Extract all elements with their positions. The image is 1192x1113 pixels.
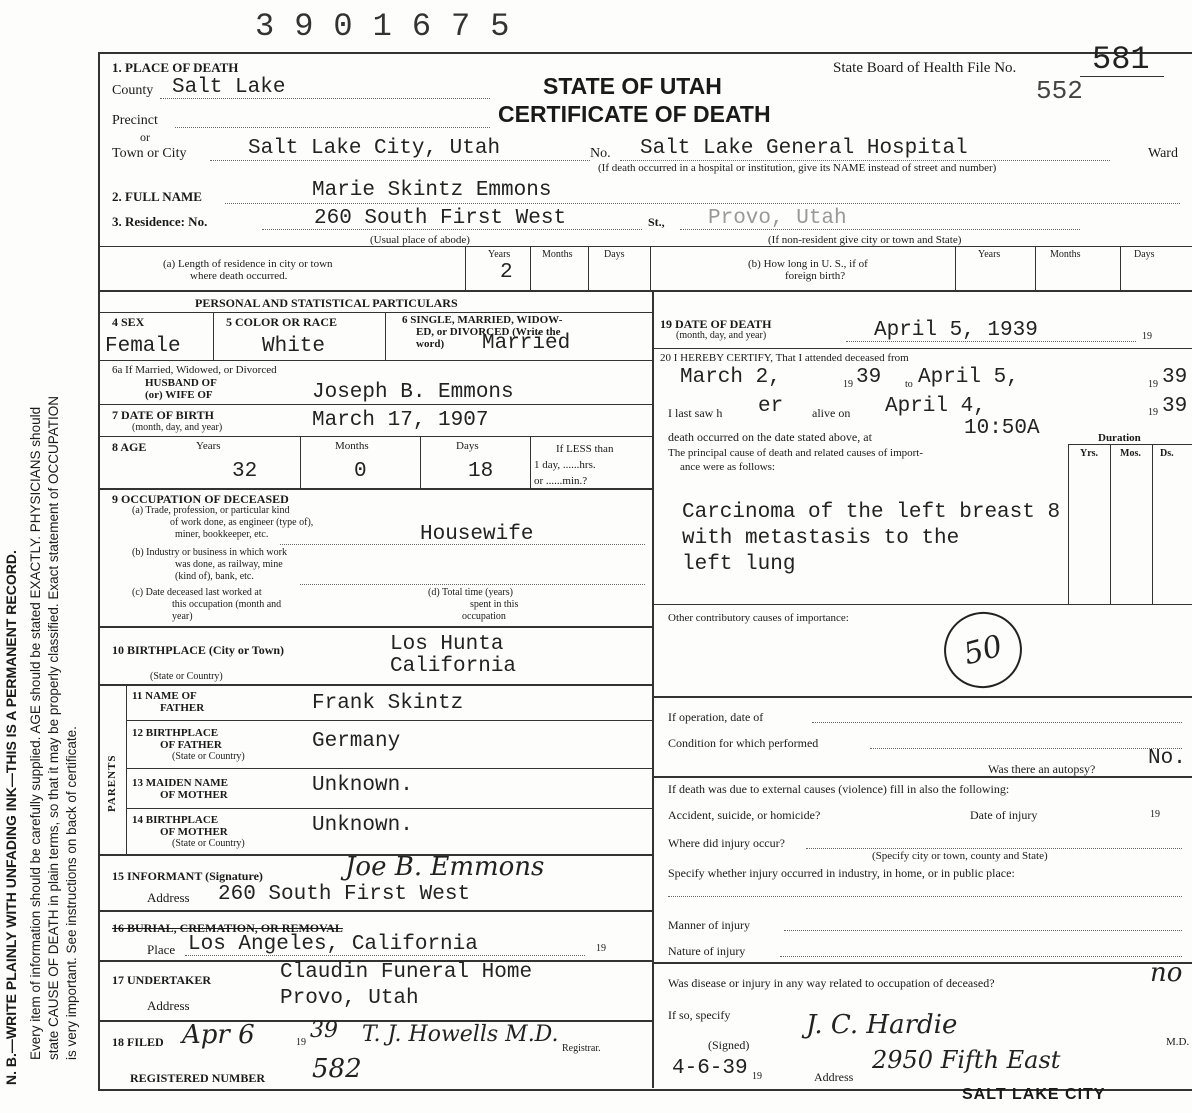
side-note-ink: N. B.—WRITE PLAINLY WITH UNFADING INK—THIS IS A PERMANENT RECORD. [3,550,19,1085]
file-no-label: State Board of Health File No. [833,60,1017,76]
parents-vertical-label: PARENTS [106,754,118,812]
to-label: to [905,379,913,390]
attended-from-year-prefix: 19 [843,379,853,390]
marital-value: Married [482,332,571,355]
mother-label-2: OF MOTHER [160,789,228,801]
full-name-label: 2. FULL NAME [112,189,202,204]
attended-to-year: 39 [1162,366,1188,389]
age-days-header: Days [456,440,479,452]
full-name-value: Marie Skintz Emmons [312,179,552,202]
years-header: Years [488,249,511,260]
spouse-label-2: HUSBAND OF [145,377,217,389]
marital-label-3: word) [416,338,445,350]
duration-label: Duration [1098,432,1141,444]
where-injury-label: Where did injury occur? [668,836,785,850]
residence-label: 3. Residence: No. [112,214,208,229]
burial-place-label: Place [147,942,176,957]
occupation-d2: spent in this [470,599,519,610]
cause-line-3: left lung [682,553,796,576]
specify-injury-label: Specify whether injury occurred in industry, in home, or in public place: [668,866,1015,880]
days-header: Days [604,249,625,260]
informant-signature: Joe B. Emmons [345,852,545,882]
related-value: no [1150,958,1183,988]
dob-label: 7 DATE OF BIRTH [112,408,214,422]
top-stamp-number: 3901675 [255,8,530,45]
foreign-birth-label: (b) How long in U. S., if of [748,258,868,270]
side-note-line4: is very important. See instructions on back of certificate. [64,726,79,1060]
spouse-value: Joseph B. Emmons [312,381,514,404]
foreign-months-header: Months [1050,249,1081,260]
operation-label: If operation, date of [668,710,764,724]
last-saw-date: April 4, [885,395,986,418]
informant-address: 260 South First West [218,883,471,906]
mother-label: 13 MAIDEN NAME [132,777,228,789]
side-note-line2: Every item of information should be carefully supplied. AGE should be stated EXACTLY. PHYSICIANS should [28,406,43,1060]
circled-code-value: 50 [960,628,1006,672]
attended-from: March 2, [680,366,781,389]
marital-label-2: ED, or DIVORCED (Write the [416,326,561,338]
injury-date-label: Date of injury [970,808,1038,822]
alive-label: alive on [812,406,851,420]
md-label: M.D. [1166,1036,1190,1048]
filed-label: 18 FILED [112,1035,164,1049]
birthplace-state: California [390,655,517,678]
occupation-b1: (b) Industry or business in which work [132,547,287,558]
father-label: 11 NAME OF [132,690,197,702]
last-saw-label: I last saw h [668,406,723,420]
cause-line-1: Carcinoma of the left breast 8 [682,501,1061,524]
occupation-label: 9 OCCUPATION OF DECEASED [112,492,289,506]
non-resident-note: (If non-resident give city or town and State) [768,234,962,246]
occupation-c2: this occupation (month and [172,599,282,610]
autopsy-value: No. [1148,747,1186,770]
occupation-c1: (c) Date deceased last worked at [132,587,262,598]
father-value: Frank Skintz [312,692,464,715]
time-of-death: 10:50A [964,417,1040,440]
related-label: Was disease or injury in any way related to occupation of deceased? [668,976,995,990]
duration-days: Ds. [1160,448,1174,459]
father-birthplace-label: 12 BIRTHPLACE [132,727,219,739]
if-so-label: If so, specify [668,1008,731,1022]
duration-months: Mos. [1120,448,1141,459]
age-label: 8 AGE [112,440,147,454]
filed-year: 39 [310,1018,338,1043]
occupation-a1: (a) Trade, profession, or particular kind [132,505,290,516]
residence-years: 2 [500,261,513,284]
less-than-label-2: 1 day, ......hrs. [534,459,596,471]
birthplace-city: Los Hunta [390,633,504,656]
physician-address-label: Address [814,1070,854,1084]
sex-value: Female [105,335,181,358]
occupation-b3: (kind of), bank, etc. [175,571,254,582]
occupation-a2: of work done, as engineer (type of), [170,517,314,528]
sign-year-label: 19 [752,1071,762,1082]
city-stamp: SALT LAKE CITY [962,1086,1106,1103]
filed-date: Apr 6 [182,1020,255,1050]
duration-years: Yrs. [1080,448,1099,459]
physician-address: 2950 Fifth East [872,1046,1061,1074]
less-than-label: If LESS than [556,443,614,455]
sign-date: 4-6-39 [672,1057,748,1080]
date-of-death-label: 19 DATE OF DEATH [660,317,772,331]
condition-label: Condition for which performed [668,736,819,750]
less-than-label-3: or ......min.? [534,475,588,487]
attended-to: April 5, [918,366,1019,389]
foreign-birth-label-2: foreign birth? [785,270,846,282]
hospital-note: (If death occurred in a hospital or institution, give its NAME instead of street and number) [598,162,997,174]
months-header: Months [542,249,573,260]
color-value: White [262,335,326,358]
sex-label: 4 SEX [112,315,145,329]
undertaker-label: 17 UNDERTAKER [112,973,212,987]
age-months: 0 [354,460,367,483]
father-birthplace: Germany [312,730,401,753]
or-label: or [140,130,150,144]
file-no-value: 581 [1092,41,1150,78]
mother-birthplace-label: 14 BIRTHPLACE [132,814,219,826]
date-of-death-label-2: (month, day, and year) [676,330,767,341]
occupation-d3: occupation [462,611,506,622]
residence-city: Provo, Utah [708,207,847,230]
attended-to-year-prefix: 19 [1148,379,1158,390]
birthplace-label: 10 BIRTHPLACE (City or Town) [112,643,285,657]
attended-from-year: 39 [856,366,882,389]
last-saw-year: 39 [1162,395,1188,418]
burial-place: Los Angeles, California [188,933,478,956]
father-birthplace-label-2: OF FATHER [160,739,222,751]
foreign-years-header: Years [978,249,1001,260]
registered-number: 582 [312,1054,362,1084]
age-years-header: Years [196,440,221,452]
mother-value: Unknown. [312,774,413,797]
residence-value: 260 South First West [314,207,567,230]
registrar-label: Registrar. [562,1043,601,1054]
cause-label-2: ance were as follows: [680,461,775,473]
dob-value: March 17, 1907 [312,409,489,432]
age-days: 18 [468,460,494,483]
file-no-secondary: 552 [1036,76,1083,106]
certificate-title: CERTIFICATE OF DEATH [498,101,771,127]
informant-label: 15 INFORMANT (Signature) [112,869,263,883]
undertaker-address: Provo, Utah [280,987,419,1010]
town-label: Town or City [112,146,187,161]
occupation-b2: was done, as railway, mine [175,559,283,570]
occupation-c3: year) [172,611,193,622]
other-causes-label: Other contributory causes of importance: [668,612,849,624]
father-label-2: FATHER [160,702,205,714]
undertaker-address-label: Address [147,998,190,1013]
registrar-signature: T. J. Howells M.D. [362,1022,559,1047]
spouse-label: 6a If Married, Widowed, or Divorced [112,364,277,376]
county-value: Salt Lake [172,76,286,99]
length-of-residence-label-2: where death occurred. [190,270,288,282]
autopsy-label: Was there an autopsy? [988,762,1096,776]
birthplace-state-label: (State or Country) [150,671,223,682]
injury-year-label: 19 [1150,809,1160,820]
certify-label: 20 I HEREBY CERTIFY, That I attended deceased from [660,352,909,364]
father-birthplace-label-3: (State or Country) [172,751,245,762]
county-label: County [112,83,154,98]
occupation-a3: miner, bookkeeper, etc. [175,529,269,540]
occupation-d1: (d) Total time (years) [428,587,513,598]
side-note-line3: state CAUSE OF DEATH in plain terms, so that it may be properly classified. Exact statement of OCCUPATION [46,396,61,1060]
cause-label: The principal cause of death and related causes of import- [668,447,924,459]
precinct-label: Precinct [112,113,158,128]
undertaker-value: Claudin Funeral Home [280,961,533,984]
last-saw-year-prefix: 19 [1148,407,1158,418]
accident-label: Accident, suicide, or homicide? [668,808,821,822]
hospital-value: Salt Lake General Hospital [640,137,968,160]
age-months-header: Months [335,440,369,452]
no-label: No. [590,146,611,161]
personal-heading: PERSONAL AND STATISTICAL PARTICULARS [195,296,458,310]
street-label: St., [648,215,665,229]
occupation-value: Housewife [420,523,534,546]
signed-label: (Signed) [708,1038,750,1052]
dob-label-2: (month, day, and year) [132,422,223,433]
place-of-death-label: 1. PLACE OF DEATH [112,60,239,75]
last-saw-suffix: er [758,395,784,418]
nature-label: Nature of injury [668,944,746,958]
informant-address-label: Address [147,890,190,905]
burial-year-label: 19 [596,943,606,954]
mother-birthplace-label-2: OF MOTHER [160,826,228,838]
state-title: STATE OF UTAH [543,73,722,99]
mother-birthplace: Unknown. [312,814,413,837]
town-value: Salt Lake City, Utah [248,137,501,160]
physician-signature: J. C. Hardie [806,1010,958,1040]
burial-label: 16 BURIAL, CREMATION, OR REMOVAL [112,921,343,935]
where-injury-note: (Specify city or town, county and State) [872,850,1048,862]
date-of-death-suffix: 19 [1142,331,1152,342]
manner-label: Manner of injury [668,918,750,932]
usual-abode-note: (Usual place of abode) [370,234,470,246]
age-years: 32 [232,460,258,483]
spouse-label-3: (or) WIFE OF [145,389,213,401]
ward-label: Ward [1148,146,1178,161]
cause-line-2: with metastasis to the [682,527,960,550]
color-label: 5 COLOR OR RACE [226,315,338,329]
registered-number-label: REGISTERED NUMBER [130,1071,266,1085]
external-causes-label: If death was due to external causes (violence) fill in also the following: [668,782,1010,796]
foreign-days-header: Days [1134,249,1155,260]
marital-label: 6 SINGLE, MARRIED, WIDOW- [402,314,563,326]
death-occurred-label: death occurred on the date stated above, at [668,430,872,444]
date-of-death-value: April 5, 1939 [874,319,1038,342]
filed-year-prefix: 19 [296,1037,306,1048]
length-of-residence-label: (a) Length of residence in city or town [163,258,333,270]
mother-birthplace-label-3: (State or Country) [172,838,245,849]
